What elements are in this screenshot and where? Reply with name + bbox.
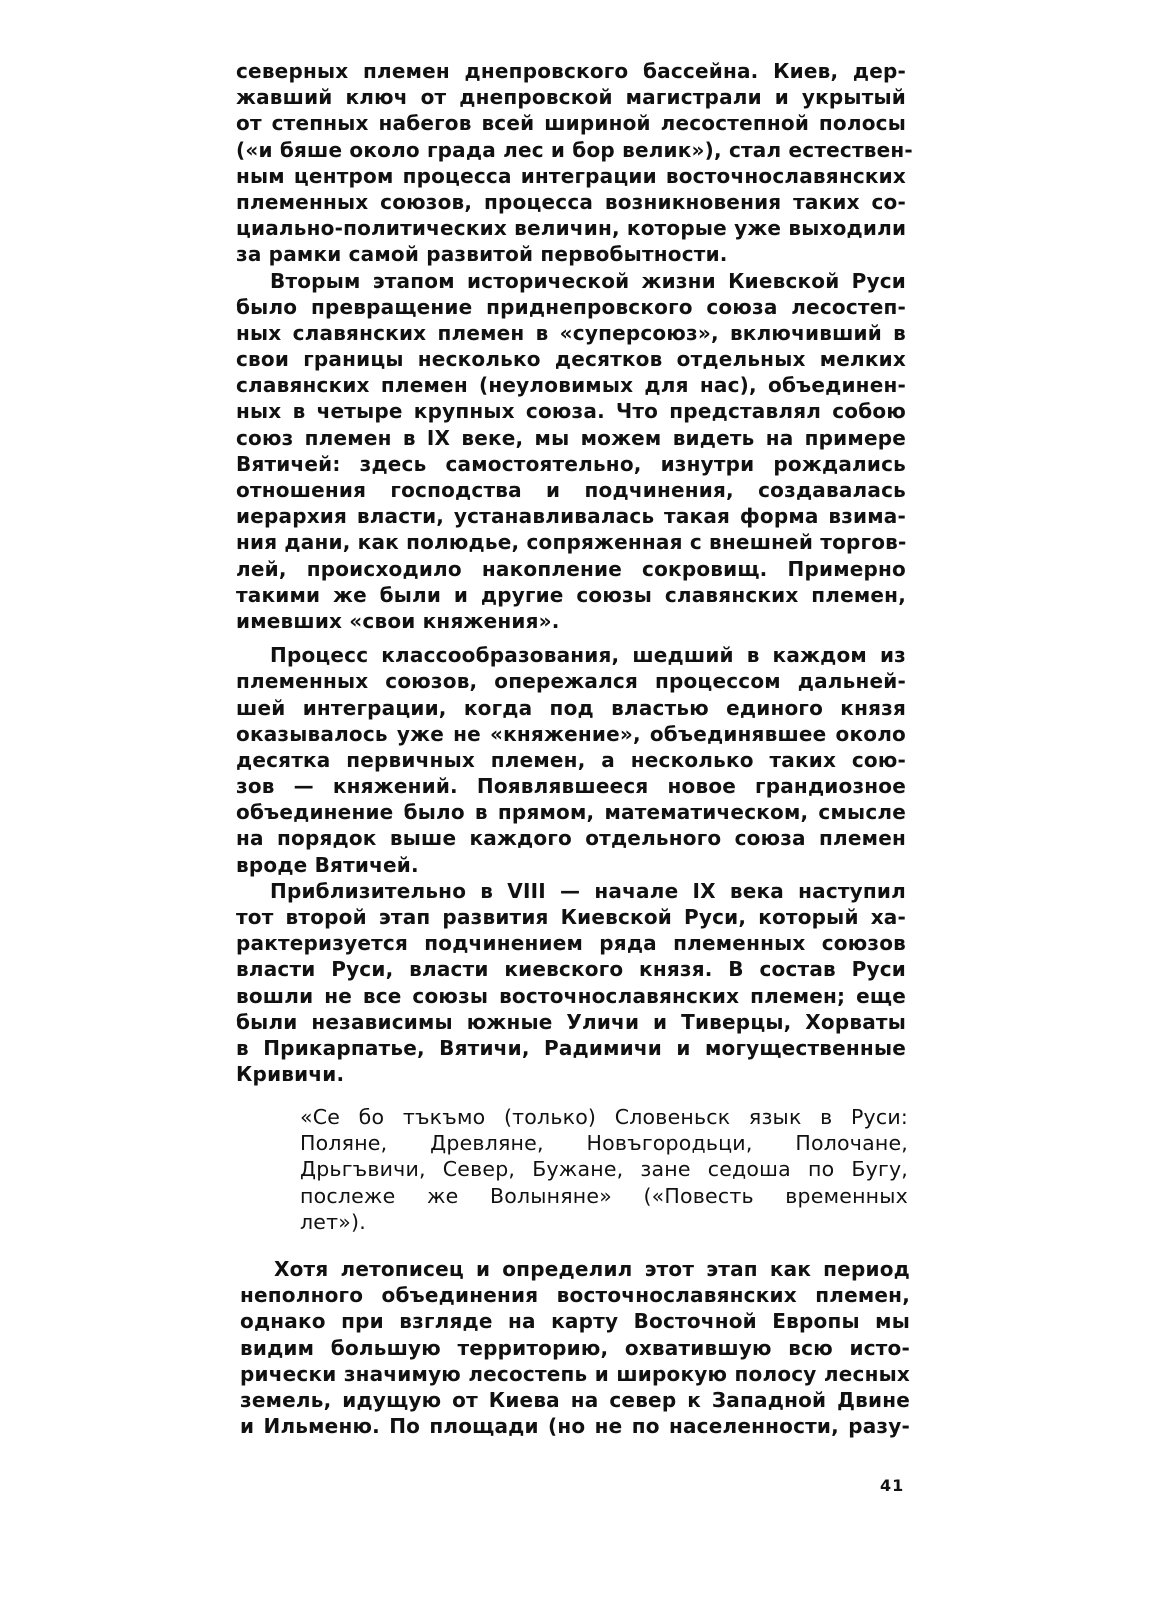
text-line: тот второй этап развития Киевской Руси, который ха- xyxy=(236,905,906,929)
text-line: Процесс классообразования, шедший в каждом из xyxy=(270,643,906,668)
text-line: отношения господства и подчинения, создавалась xyxy=(236,478,906,502)
text-line: десятка первичных племен, а несколько таких сою- xyxy=(236,747,906,772)
text-line: от степных набегов всей шириной лесостепной полосы xyxy=(236,111,906,136)
text-line: Вторым этапом исторической жизни Киевской Руси xyxy=(270,268,906,293)
text-line: и Ильменю. По площади (но не по населенности, разу- xyxy=(240,1414,910,1439)
paragraph xyxy=(236,878,906,1088)
chronicle-quote xyxy=(300,1104,908,1235)
text-line: циально-политических величин, которые уже выходили xyxy=(236,216,907,241)
text-line: такими же были и другие союзы славянских племен, xyxy=(236,582,906,607)
text-line: («и бяше около града лес и бор велик»), стал естествен- xyxy=(236,137,913,162)
text-line: северных племен днепровского бассейна. Киев, дер- xyxy=(236,59,906,83)
text-line: славянских племен (неуловимых для нас), объединен- xyxy=(236,373,906,398)
quote-line: послеже же Волыняне» («Повесть временных xyxy=(300,1183,908,1208)
text-line: объединение было в прямом, математическом, смысле xyxy=(236,800,906,825)
text-line: ния дани, как полюдье, сопряженная с внешней торгов- xyxy=(236,530,907,555)
text-line: в Прикарпатье, Вятичи, Радимичи и могущественные xyxy=(236,1035,906,1060)
text-line: однако при взгляде на карту Восточной Европы мы xyxy=(240,1309,910,1334)
quote-line: Поляне, Древляне, Новъгородьци, Полочане, xyxy=(300,1131,908,1156)
paragraph xyxy=(236,268,906,635)
paragraph xyxy=(236,642,906,878)
text-line: ных в четыре крупных союза. Что представлял собою xyxy=(236,399,906,424)
text-line: ным центром процесса интеграции восточнославянских xyxy=(236,163,906,188)
text-line: видим большую территорию, охватившую всю исто- xyxy=(240,1335,910,1360)
text-line: рактеризуется подчинением ряда племенных союзов xyxy=(236,931,906,956)
text-line: оказывалось уже не «княжение», объединявшее около xyxy=(236,721,906,746)
text-line: лей, происходило накопление сокровищ. Примерно xyxy=(236,556,906,581)
text-line: ных славянских племен в «суперсоюз», включивший в xyxy=(236,320,906,345)
text-line: на порядок выше каждого отдельного союза племен xyxy=(236,826,906,851)
text-line: жавший ключ от днепровской магистрали и укрытый xyxy=(236,85,906,110)
text-line: власти Руси, власти киевского князя. В состав Руси xyxy=(236,957,906,982)
text-line: имевших «свои княжения». xyxy=(236,608,560,633)
paragraph xyxy=(240,1256,910,1439)
main-text-continued xyxy=(240,1256,910,1439)
text-line: племенных союзов, опережался процессом дальней- xyxy=(236,669,906,694)
text-line: за рамки самой развитой первобытности. xyxy=(236,242,728,267)
text-line: вроде Вятичей. xyxy=(236,852,419,877)
text-line: неполного объединения восточнославянских племен, xyxy=(240,1283,910,1308)
quote-line: «Се бо тъкъмо (только) Словеньск язык в Руси: xyxy=(300,1105,908,1129)
text-line: вошли не все союзы восточнославянских племен; еще xyxy=(236,983,906,1008)
main-text xyxy=(236,58,913,1087)
text-line: Хотя летописец и определил этот этап как период xyxy=(274,1257,910,1281)
text-line: были независимы южные Уличи и Тиверцы, Хорваты xyxy=(236,1009,906,1034)
text-line: союз племен в IX веке, мы можем видеть на примере xyxy=(236,425,906,450)
text-line: земель, идущую от Киева на север к Западной Двине xyxy=(240,1387,910,1412)
quote-line: Дрьгъвичи, Север, Бужане, зане седоша по Бугу, xyxy=(300,1157,908,1182)
text-line: племенных союзов, процесса возникновения таких со- xyxy=(236,189,906,214)
text-line: рически значимую лесостепь и широкую полосу лесных xyxy=(240,1361,910,1386)
paragraph xyxy=(236,58,913,268)
text-line: Кривичи. xyxy=(236,1062,345,1087)
text-line: свои границы несколько десятков отдельных мелких xyxy=(236,347,906,372)
page-number: 41 xyxy=(880,1476,905,1495)
text-line: шей интеграции, когда под властью единого князя xyxy=(236,695,906,720)
text-line: зов — княжений. Появлявшееся новое грандиозное xyxy=(236,774,906,799)
text-line: иерархия власти, устанавливалась такая форма взима- xyxy=(236,504,906,529)
text-line: было превращение приднепровского союза лесостеп- xyxy=(236,294,906,319)
text-line: Вятичей: здесь самостоятельно, изнутри рождались xyxy=(236,451,906,476)
text-line: Приблизительно в VIII — начале IX века наступил xyxy=(270,878,906,903)
quote-line: лет»). xyxy=(300,1209,366,1234)
